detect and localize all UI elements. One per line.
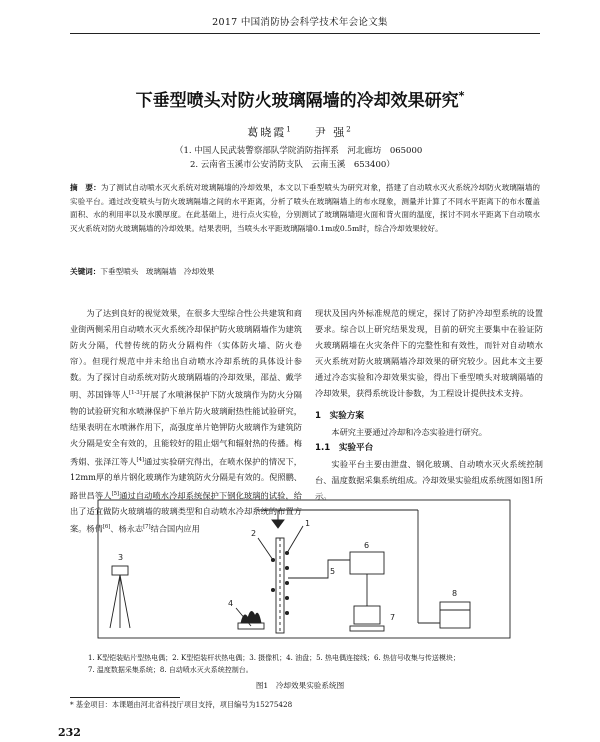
thermocouple-dot xyxy=(285,611,288,614)
thermocouple-dot xyxy=(285,566,288,569)
header-rule xyxy=(70,33,540,34)
label-3: 3 xyxy=(118,553,124,562)
legend-line-2: 7. 温度数据采集系统；8. 自动喷水灭火系统控制台。 xyxy=(88,666,253,674)
author-1: 葛晓霞 xyxy=(247,126,287,139)
body-right-column xyxy=(315,305,543,504)
label-1: 1 xyxy=(305,519,311,528)
cite-6: [6] xyxy=(102,524,111,531)
footnote-rule xyxy=(70,697,180,698)
label-6: 6 xyxy=(364,541,370,550)
pendent-sprinkler-icon xyxy=(272,520,284,528)
section-1-text: 本研究主要通过冷却和冷态实验进行研究。 xyxy=(331,426,487,437)
cite-4: [4] xyxy=(136,456,145,463)
experiment-system-diagram xyxy=(88,498,520,642)
thermocouple-dot xyxy=(285,596,288,599)
cite-5: [5] xyxy=(111,490,120,497)
cite-1: [1-3] xyxy=(129,390,142,397)
figure-caption: 图1 冷却效果实验系统图 xyxy=(255,681,345,690)
camera-tripod-icon xyxy=(110,566,130,628)
figure-legend xyxy=(88,652,528,676)
page-number: 232 xyxy=(58,726,81,739)
affiliation-1: （1. 中国人民武装警察部队学院消防指挥系 河北廊坊 065000 xyxy=(175,146,423,156)
body-left-8: 、杨永志 xyxy=(110,524,144,535)
keywords xyxy=(70,266,540,277)
data-acquisition-computer-icon xyxy=(350,606,384,631)
footnote: * 基金项目：本课题由河北省科技厅项目支持，项目编号为15275428 xyxy=(70,700,293,709)
author-list xyxy=(0,124,600,140)
abstract-label: 摘 要： xyxy=(70,183,101,192)
diagram-frame xyxy=(98,500,510,638)
body-left-4: 通过实验研究得出，在喷水保护的情况下，12mm厚的单片钢化玻璃作为建筑防火分隔是有效的。倪照鹏、路世昌等人 xyxy=(70,456,302,501)
leader-1 xyxy=(287,526,303,553)
label-2: 2 xyxy=(251,529,257,538)
section-1-1-text: 实验平台主要由泄盘、钢化玻璃、自动喷水灭火系统控制台、温度数据采集系统组成。冷却效果实验组成系统图如图1所示。 xyxy=(315,458,543,502)
label-5: 5 xyxy=(330,567,336,576)
label-4: 4 xyxy=(228,599,234,608)
thermocouple-dot xyxy=(285,581,288,584)
title-mark: * xyxy=(458,89,465,103)
signal-module-box xyxy=(350,552,384,574)
section-1-1-heading: 1.1 实验平台 xyxy=(315,442,374,453)
cite-7: [7] xyxy=(143,524,151,531)
label-7: 7 xyxy=(390,613,396,622)
author-1-sup: 1 xyxy=(286,124,293,134)
thermocouple-dot xyxy=(271,588,274,591)
oil-pan-fire-icon xyxy=(238,611,264,629)
body-left-10: 结合国内应用 xyxy=(150,524,200,535)
label-8: 8 xyxy=(452,589,458,598)
running-header: 2017 中国消防协会科学技术年会论文集 xyxy=(212,17,388,28)
leader-2 xyxy=(258,538,273,560)
section-1-heading: 1 实验方案 xyxy=(315,410,364,421)
sprinkler-control-console-icon xyxy=(440,602,470,628)
body-left-0: 为了达到良好的视觉效果，在很多大型综合性公共建筑和商业街两侧采用自动喷水灭火系统冷却保护防火玻璃隔墙作为建筑防火分隔，代替传统的防火分隔构件（实体防火墙、防火卷帘）。但现行规范中并未给出自动喷水冷却系统的具体设计参数。为了探讨自动系统对防火玻璃隔墙的冷却效果，邵益、戴学明、苏国锋等人 xyxy=(70,308,302,401)
abstract-text: 为了测试自动喷水灭火系统对玻璃隔墙的冷却效果，本文以下垂型喷头为研究对象，搭建了自动喷水灭火系统冷却防火玻璃隔墙的实验平台。通过改变喷头与防火玻璃隔墙之间的水平距离，分析了喷头在玻璃隔墙上的布水现象，测量并计算了不同水平距离下的布水覆盖面积、水的利用率以及水膜厚度。在此基础上，进行点火实验，分别测试了玻璃隔墙迎火面和背火面的温度，探讨不同水平距离下自动喷水灭火系统对防火玻璃隔墙的冷却效果。结果表明，当喷头水平距玻璃隔墙0.1m或0.5m时，综合冷却效果较好。 xyxy=(70,183,540,233)
body-right-paragraph: 现状及国内外标准规范的规定，探讨了防护冷却型系统的设置要求。综合以上研究结果发现，目前的研究主要集中在验证防火玻璃隔墙在火灾条件下的完整性和有效性，而针对自动喷水灭火系统对防火玻璃隔墙冷却效果的研究较少。因此本文主要通过冷态实验和冷却效果实验，得出下垂型喷头对玻璃隔墙的冷却效果，获得系统设计参数，为工程设计提供技术支持。 xyxy=(315,308,543,399)
thermocouple-wire xyxy=(288,560,350,578)
body-left-2: 开展了水喷淋保护下防火玻璃作为防火分隔物的试验研究和水喷淋保护下单片防火玻璃耐热性能试验研究，结果表明在水喷淋作用下，高强度单片铯钾防火玻璃作为建筑防火分隔是安全有效的，且能较好的阻止烟气和辐射热的传播。梅秀娟、张泽江等人 xyxy=(70,390,302,467)
author-2: 尹 强 xyxy=(314,126,347,139)
body-left-6: 通过自动喷水冷却系统保护下钢化玻璃的试验，给出了适宜做防火玻璃墙的玻璃类型和自动喷水冷却系统的布置方案。杨倩 xyxy=(70,490,302,535)
affiliation-2: 2. 云南省玉溪市公安消防支队 云南玉溪 653400） xyxy=(190,160,395,170)
title-text: 下垂型喷头对防火玻璃隔墙的冷却效果研究 xyxy=(135,91,459,111)
legend-line-1: 1. K型铠装贴片型热电偶；2. K型铠装杆状热电偶；3. 摄像机；4. 油盘；5. 热电偶连接线；6. 热信号收集与传送模块； xyxy=(88,654,460,662)
paper-title xyxy=(0,86,600,111)
keywords-label: 关键词： xyxy=(70,267,101,276)
author-2-sup: 2 xyxy=(346,124,353,134)
abstract xyxy=(70,181,540,235)
keywords-text: 下垂型喷头 玻璃隔墙 冷却效果 xyxy=(100,267,215,276)
